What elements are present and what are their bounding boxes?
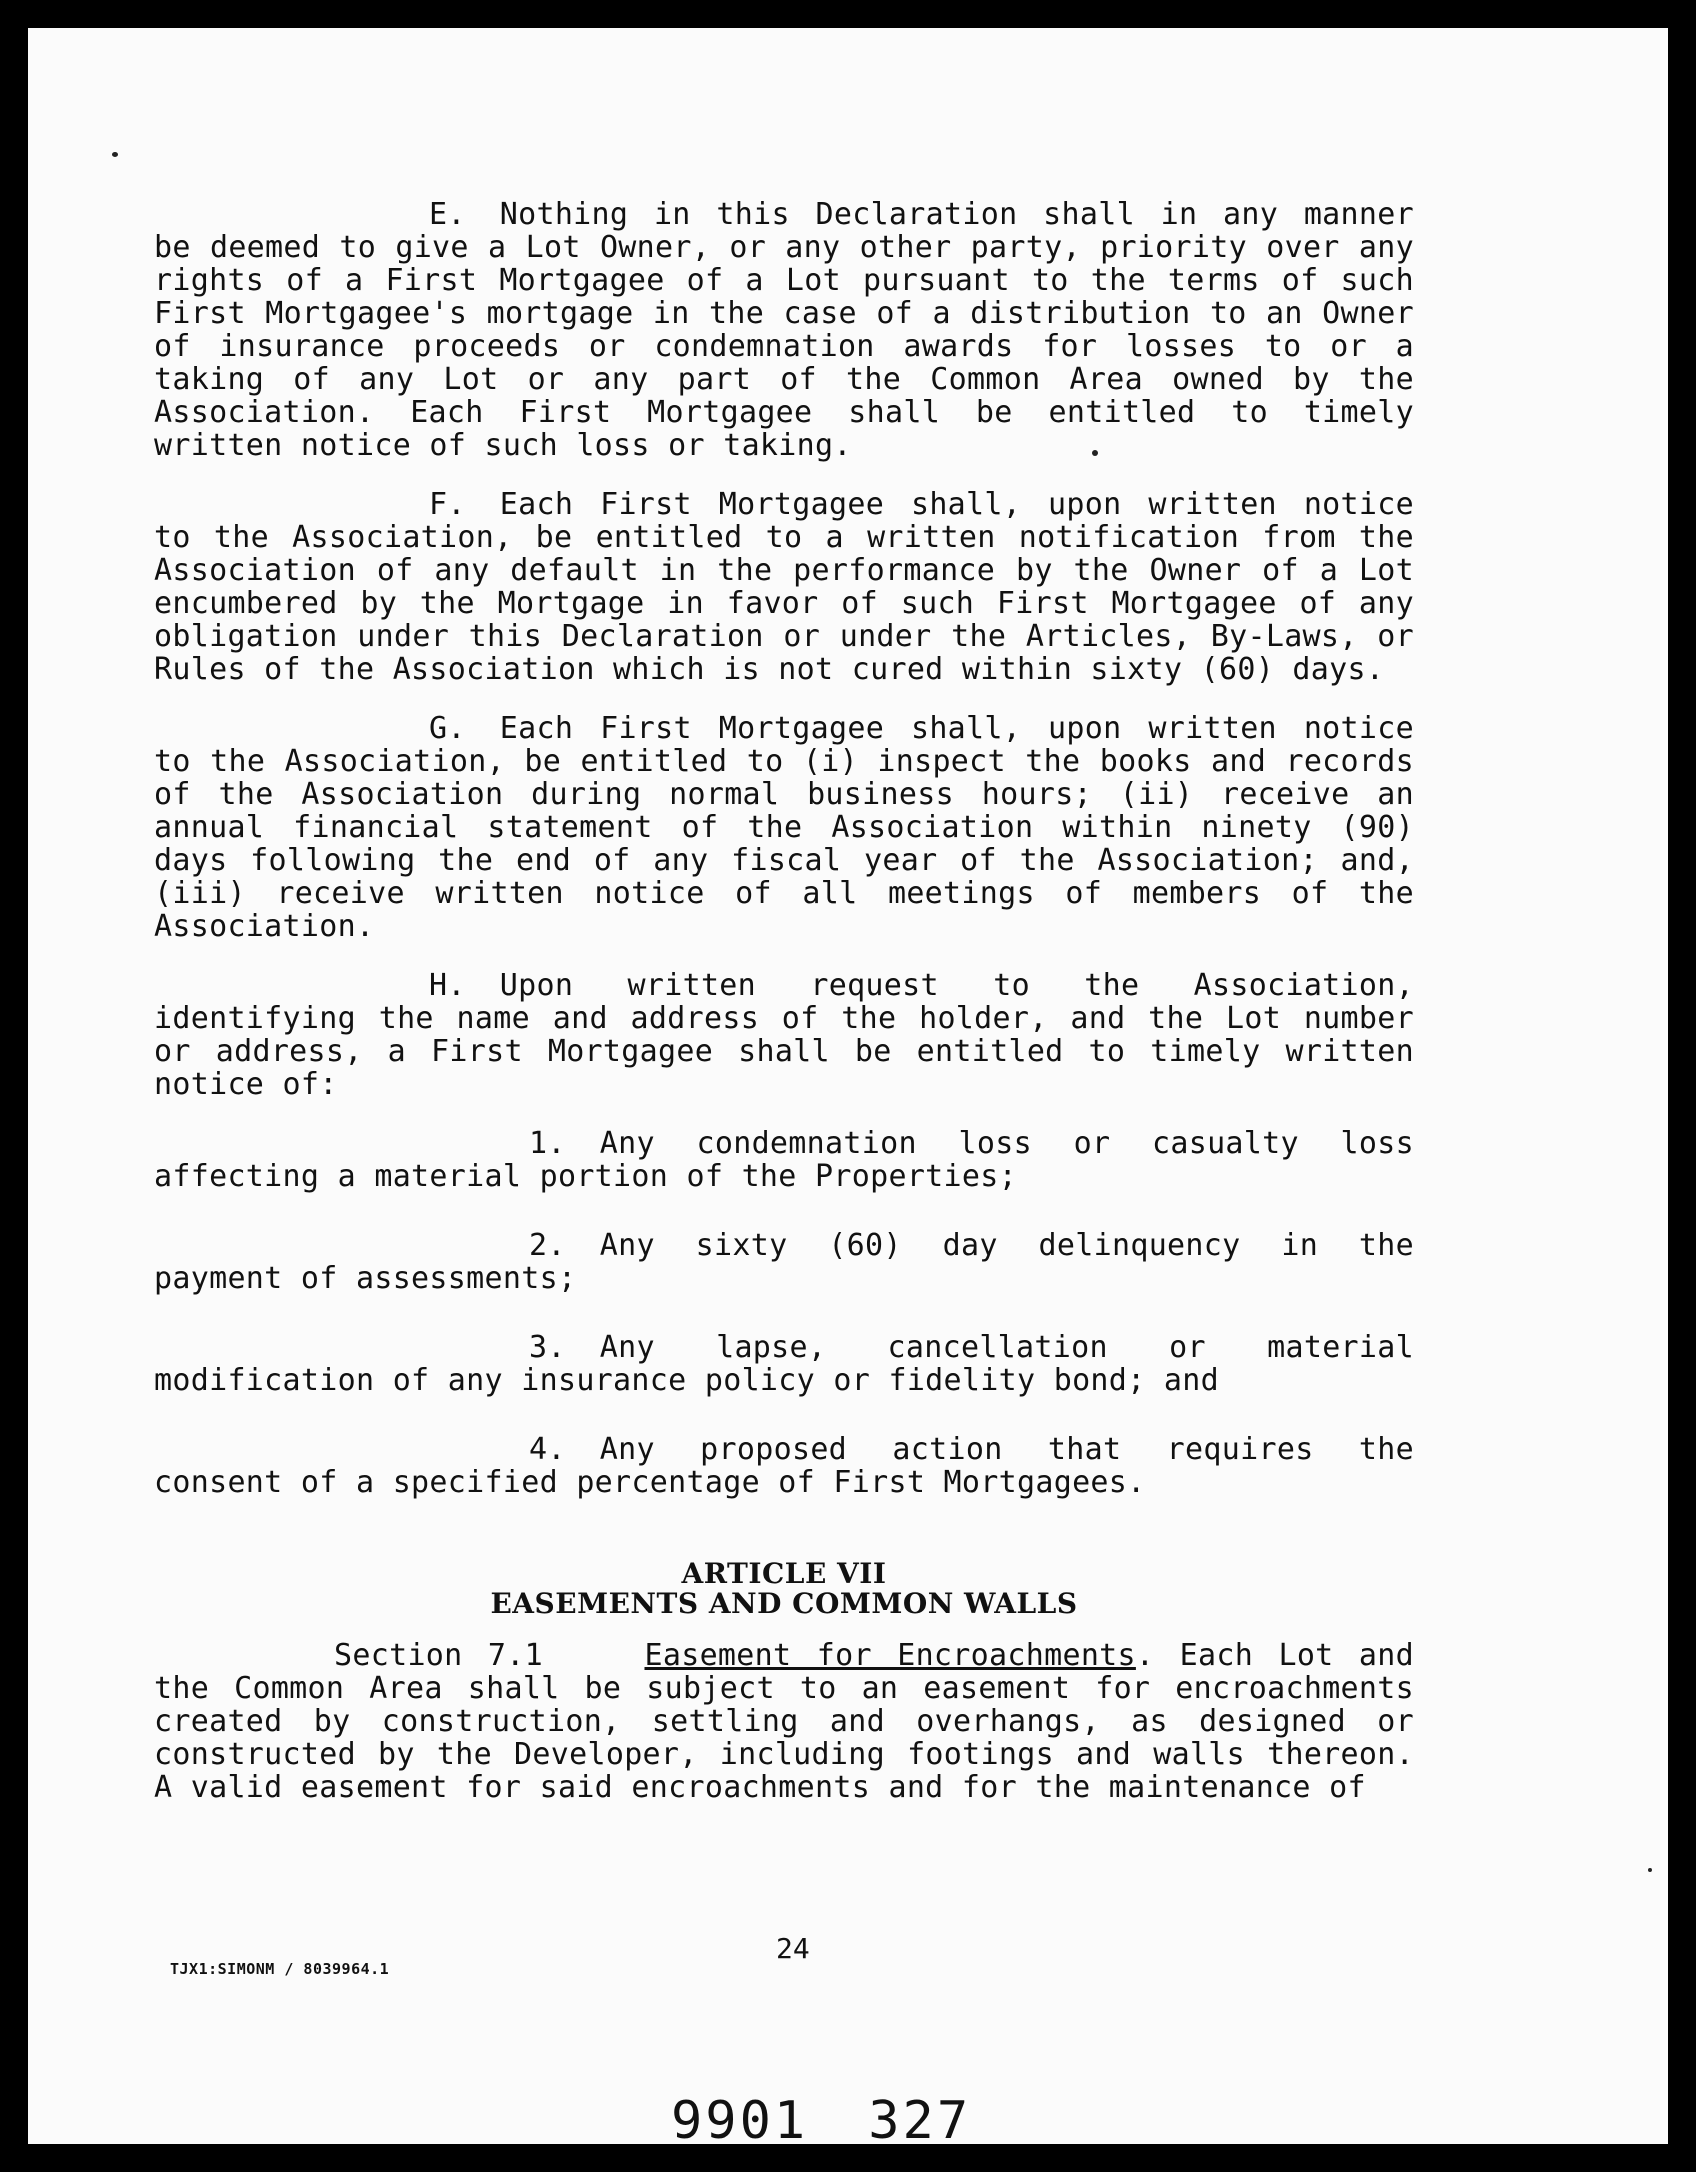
- scan-speck: [112, 152, 118, 157]
- item-text: Any condemnation loss or casualty loss affecting a material portion of the Properties;: [154, 1126, 1414, 1194]
- article-number: ARTICLE VII: [681, 1557, 887, 1590]
- article-title: EASEMENTS AND COMMON WALLS: [490, 1587, 1078, 1620]
- stamp-book-number: 9901: [671, 2091, 809, 2151]
- item-number: 4.: [529, 1432, 566, 1467]
- paragraph-text: Each First Mortgagee shall, upon written notice to the Association, be entitled to (i) inspect the books and records of the Association during normal business hours; (ii) receive an annual financial statement of the Association within ninety (90) days following the end of any fiscal year of the Association; and, (iii) receive written notice of all meetings of members of the Association.: [154, 711, 1414, 944]
- item-text: Any proposed action that requires the consent of a specified percentage of First Mortgagees.: [154, 1432, 1414, 1500]
- item-text: Any sixty (60) day delinquency in the payment of assessments;: [154, 1228, 1414, 1296]
- stamp-page-number: 327: [868, 2091, 972, 2151]
- paragraph-text: Each First Mortgagee shall, upon written notice to the Association, be entitled to a written notification from the Association of any default in the performance by the Owner of a Lot encumbered by the Mortgage in favor of such First Mortgagee of any obligation under this Declaration or under the Articles, By-Laws, or Rules of the Association which is not cured within sixty (60) days.: [154, 487, 1414, 687]
- paragraph-text: Nothing in this Declaration shall in any manner be deemed to give a Lot Owner, or any other party, priority over any rights of a First Mortgagee of a Lot pursuant to the terms of such First Mortgagee's mortgage in the case of a distribution to an Owner of insurance proceeds or condemnation awards for losses to or a taking of any Lot or any part of the Common Area owned by the Association. Each First Mortgagee shall be entitled to timely written notice of such loss or taking.: [154, 197, 1414, 463]
- scan-speck: [1092, 450, 1098, 456]
- paragraph-g: [154, 712, 1414, 943]
- document-page: [28, 28, 1668, 2151]
- item-text: Any lapse, cancellation or material modification of any insurance policy or fidelity bond; and: [154, 1330, 1414, 1398]
- paragraph-text: Upon written request to the Association, identifying the name and address of the holder, and the Lot number or address, a First Mortgagee shall be entitled to timely written notice of:: [154, 968, 1414, 1102]
- item-number: 3.: [529, 1330, 566, 1365]
- list-item: [154, 1331, 1414, 1397]
- paragraph-lead: F.: [429, 487, 466, 522]
- scan-speck: [1648, 1868, 1652, 1872]
- list-item: [154, 1229, 1414, 1295]
- document-code: TJX1:SIMONM / 8039964.1: [170, 1960, 390, 1978]
- document-body: [154, 198, 1414, 1804]
- recording-stamp: [671, 2091, 971, 2151]
- section-text: . Each Lot and the Common Area shall be subject to an easement for encroachments created by construction, settling and overhangs, as designed or constructed by the Developer, including footings and walls thereon. A valid easement for said encroachments and for the maintenance of: [154, 1638, 1414, 1805]
- paragraph-f: [154, 488, 1414, 686]
- section-7-1: [154, 1639, 1414, 1804]
- paragraph-lead: H.: [429, 968, 466, 1003]
- list-item: [154, 1433, 1414, 1499]
- item-number: 1.: [529, 1126, 566, 1161]
- paragraph-lead: E.: [429, 197, 466, 232]
- article-heading: [154, 1559, 1414, 1619]
- section-title: Easement for Encroachments: [644, 1638, 1136, 1673]
- paragraph-lead: G.: [429, 711, 466, 746]
- section-number: Section 7.1: [334, 1638, 543, 1673]
- page-number: 24: [776, 1932, 810, 1965]
- list-item: [154, 1127, 1414, 1193]
- paragraph-h: [154, 969, 1414, 1101]
- paragraph-e: [154, 198, 1414, 462]
- item-number: 2.: [529, 1228, 566, 1263]
